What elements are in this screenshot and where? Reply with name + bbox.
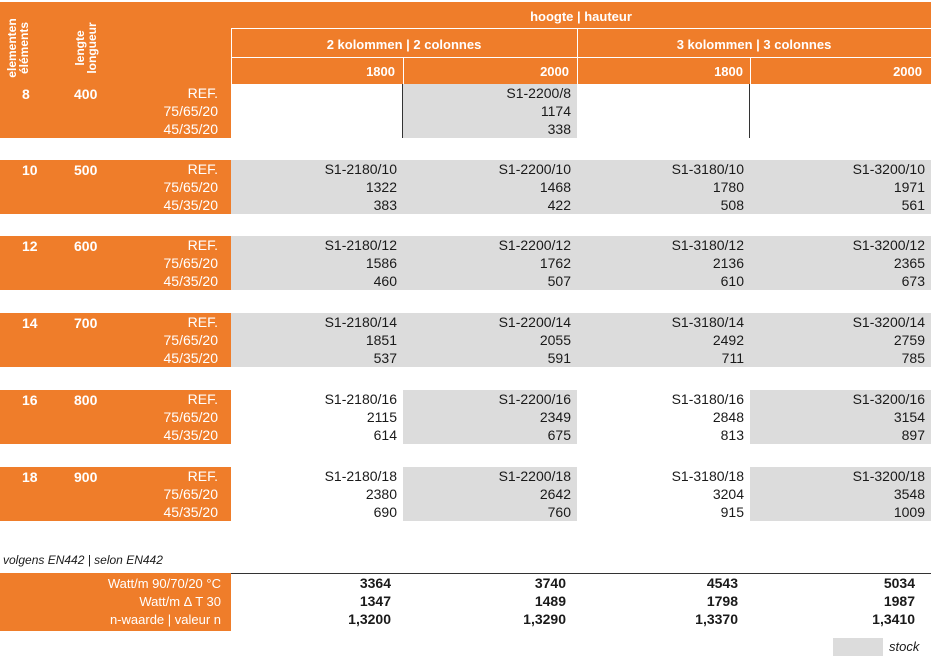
row-label: 75/65/20 [163, 103, 218, 119]
output-75-65-20: 2055 [539, 332, 571, 348]
output-75-65-20: 1322 [365, 179, 397, 195]
row-label: 75/65/20 [163, 332, 218, 348]
group-2-columns: 2 kolommen | 2 colonnes [326, 37, 482, 52]
ref-code: S1-3200/12 [852, 237, 925, 253]
value-cell [577, 160, 750, 214]
output-45-35-20: 614 [373, 427, 397, 443]
elements-column-header [6, 18, 30, 78]
ref-code: S1-3180/10 [671, 161, 744, 177]
ref-code: S1-3180/16 [671, 391, 744, 407]
output-75-65-20: 1762 [539, 255, 571, 271]
row-label: 75/65/20 [163, 409, 218, 425]
value-cell [403, 313, 577, 367]
value-cell [577, 84, 750, 138]
output-45-35-20: 338 [547, 121, 571, 137]
output-45-35-20: 610 [720, 273, 744, 289]
output-75-65-20: 2759 [893, 332, 925, 348]
header-right [231, 2, 931, 84]
output-75-65-20: 2115 [366, 409, 397, 425]
value-cell [750, 313, 931, 367]
value-cell [577, 390, 750, 444]
row-header-block [0, 313, 231, 367]
size-3col-1800: 1800 [714, 64, 743, 79]
output-45-35-20: 897 [901, 427, 925, 443]
length-column-header [74, 18, 98, 78]
ref-code: S1-2200/8 [506, 85, 571, 101]
output-45-35-20: 508 [720, 197, 744, 213]
row-label: REF. [187, 391, 218, 407]
output-75-65-20: 2380 [365, 486, 397, 502]
length-value: 600 [74, 238, 98, 254]
footer-value: 5034 [883, 575, 915, 591]
length-value: 400 [74, 86, 98, 102]
row-label: REF. [187, 237, 218, 253]
row-label: 45/35/20 [163, 273, 218, 289]
output-45-35-20: 760 [547, 504, 571, 520]
length-value: 800 [74, 392, 98, 408]
value-cell [750, 236, 931, 290]
footer-label-watt-dt30: Watt/m Δ T 30 [139, 594, 221, 609]
ref-code: S1-3180/18 [671, 468, 744, 484]
ref-code: S1-3200/18 [852, 468, 925, 484]
ref-code: S1-3180/14 [671, 314, 744, 330]
output-75-65-20: 2642 [539, 486, 571, 502]
output-75-65-20: 3548 [893, 486, 925, 502]
footer-value: 1798 [706, 593, 738, 609]
row-label: 45/35/20 [163, 121, 218, 137]
ref-code: S1-2200/18 [498, 468, 571, 484]
footer-value: 1,3370 [695, 611, 738, 627]
value-cell [577, 313, 750, 367]
output-45-35-20: 537 [373, 350, 397, 366]
value-cell [231, 390, 403, 444]
value-cell [231, 84, 403, 138]
value-cell [231, 313, 403, 367]
output-45-35-20: 813 [720, 427, 744, 443]
output-45-35-20: 915 [720, 504, 744, 520]
footer-value: 1,3200 [348, 611, 391, 627]
footer-value: 1347 [359, 593, 391, 609]
stock-legend-label: stock [889, 639, 920, 654]
output-45-35-20: 383 [373, 197, 397, 213]
output-75-65-20: 2365 [893, 255, 925, 271]
output-75-65-20: 1971 [893, 179, 925, 195]
ref-code: S1-2180/18 [324, 468, 397, 484]
output-75-65-20: 1174 [540, 103, 571, 119]
value-cell [403, 467, 577, 521]
row-label: 75/65/20 [163, 486, 218, 502]
value-cell [750, 467, 931, 521]
ref-code: S1-2200/16 [498, 391, 571, 407]
row-label: 45/35/20 [163, 427, 218, 443]
length-label: lengte longueur [73, 22, 99, 74]
value-cell [750, 84, 931, 138]
footer-value: 4543 [706, 575, 738, 591]
output-45-35-20: 675 [547, 427, 571, 443]
ref-code: S1-3180/12 [671, 237, 744, 253]
length-value: 900 [74, 469, 98, 485]
output-45-35-20: 422 [547, 197, 571, 213]
row-label: 45/35/20 [163, 504, 218, 520]
ref-code: S1-3200/14 [852, 314, 925, 330]
header-left [0, 2, 231, 84]
footer-value: 1,3290 [523, 611, 566, 627]
output-45-35-20: 711 [721, 350, 744, 366]
value-cell [750, 390, 931, 444]
output-75-65-20: 1851 [365, 332, 397, 348]
output-45-35-20: 460 [373, 273, 397, 289]
footer-label-n-value: n-waarde | valeur n [109, 612, 221, 627]
ref-code: S1-2180/12 [324, 237, 397, 253]
output-45-35-20: 1009 [893, 504, 925, 520]
row-header-block [0, 390, 231, 444]
output-75-65-20: 3204 [712, 486, 744, 502]
footer-value: 1489 [534, 593, 566, 609]
group-3-columns: 3 kolommen | 3 colonnes [676, 37, 832, 52]
value-cell [403, 84, 577, 138]
output-75-65-20: 3154 [893, 409, 925, 425]
row-label: 75/65/20 [163, 255, 218, 271]
ref-code: S1-2200/12 [498, 237, 571, 253]
footer-value: 3740 [534, 575, 566, 591]
ref-code: S1-2200/14 [498, 314, 571, 330]
output-45-35-20: 673 [901, 273, 925, 289]
value-cell [577, 236, 750, 290]
footer-value: 1,3410 [872, 611, 915, 627]
output-75-65-20: 2136 [712, 255, 744, 271]
output-45-35-20: 507 [547, 273, 571, 289]
row-label: REF. [187, 468, 218, 484]
stock-legend-swatch [833, 638, 883, 656]
output-75-65-20: 1780 [712, 179, 744, 195]
elements-label: elementen éléments [5, 18, 31, 78]
value-cell [231, 236, 403, 290]
output-75-65-20: 2349 [539, 409, 571, 425]
length-value: 700 [74, 315, 98, 331]
row-label: 75/65/20 [163, 179, 218, 195]
row-label: 45/35/20 [163, 350, 218, 366]
size-3col-2000: 2000 [893, 64, 922, 79]
row-header-block [0, 467, 231, 521]
footer-divider [231, 573, 931, 574]
value-cell [403, 160, 577, 214]
output-45-35-20: 591 [547, 350, 571, 366]
output-45-35-20: 561 [901, 197, 925, 213]
value-cell [750, 160, 931, 214]
elements-value: 14 [22, 315, 38, 331]
row-label: REF. [187, 85, 218, 101]
footer-value: 3364 [359, 575, 391, 591]
ref-code: S1-2180/14 [324, 314, 397, 330]
row-header-block [0, 236, 231, 290]
output-45-35-20: 785 [901, 350, 925, 366]
value-cell [231, 160, 403, 214]
row-label: 45/35/20 [163, 197, 218, 213]
row-header-block [0, 84, 231, 138]
ref-code: S1-2180/16 [324, 391, 397, 407]
value-cell [403, 236, 577, 290]
output-75-65-20: 2492 [712, 332, 744, 348]
ref-code: S1-2200/10 [498, 161, 571, 177]
norm-note: volgens EN442 | selon EN442 [3, 553, 163, 567]
elements-value: 8 [22, 86, 30, 102]
elements-value: 12 [22, 238, 38, 254]
ref-code: S1-2180/10 [324, 161, 397, 177]
ref-code: S1-3200/10 [852, 161, 925, 177]
footer-label-watt-90: Watt/m 90/70/20 °C [107, 576, 221, 591]
value-cell [403, 390, 577, 444]
value-cell [577, 467, 750, 521]
length-value: 500 [74, 162, 98, 178]
height-title: hoogte | hauteur [530, 9, 632, 24]
row-header-block [0, 160, 231, 214]
row-label: REF. [187, 314, 218, 330]
footer-value: 1987 [883, 593, 915, 609]
output-75-65-20: 1586 [365, 255, 397, 271]
elements-value: 10 [22, 162, 38, 178]
value-cell [231, 467, 403, 521]
output-75-65-20: 2848 [712, 409, 744, 425]
elements-value: 18 [22, 469, 38, 485]
output-45-35-20: 690 [373, 504, 397, 520]
elements-value: 16 [22, 392, 38, 408]
ref-code: S1-3200/16 [852, 391, 925, 407]
row-label: REF. [187, 161, 218, 177]
footer-labels [0, 573, 231, 631]
size-2col-2000: 2000 [540, 64, 569, 79]
output-75-65-20: 1468 [539, 179, 571, 195]
size-2col-1800: 1800 [366, 64, 395, 79]
